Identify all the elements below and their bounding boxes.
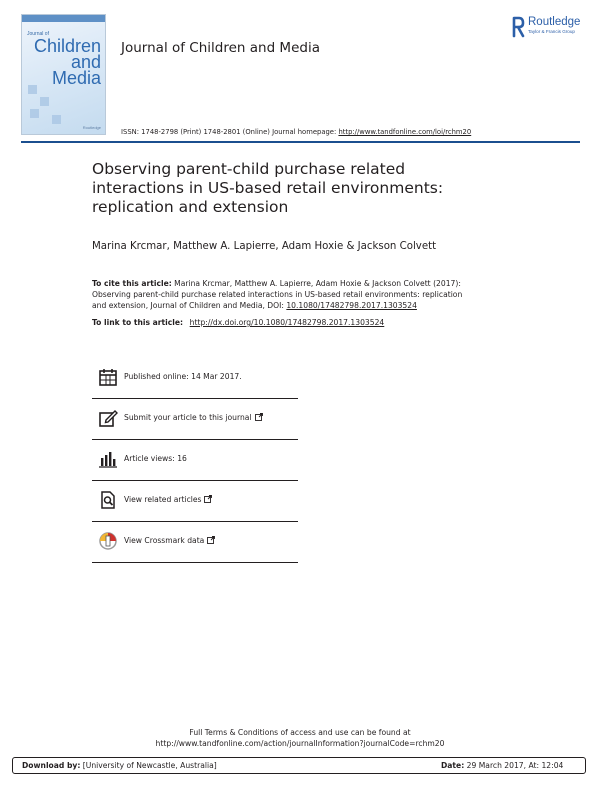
article-views: Article views: 16 bbox=[124, 454, 187, 463]
publisher-name: Routledge bbox=[528, 16, 581, 28]
cover-title: Children and Media bbox=[33, 36, 101, 88]
issn-line bbox=[121, 128, 471, 136]
terms-url[interactable]: http://www.tandfonline.com/action/journalInformation?journalCode=rchm20 bbox=[155, 739, 445, 748]
cover-publisher-logo: Routledge bbox=[82, 125, 101, 130]
calendar-icon bbox=[98, 367, 118, 387]
terms-footer bbox=[0, 727, 600, 749]
article-authors: Marina Krcmar, Matthew A. Lapierre, Adam Hoxie & Jackson Colvett bbox=[92, 241, 437, 252]
journal-title: Journal of Children and Media bbox=[121, 40, 320, 56]
article-doi-url[interactable]: http://dx.doi.org/10.1080/17482798.2017.1303524 bbox=[189, 318, 385, 327]
edit-icon bbox=[98, 408, 118, 428]
bar-chart-icon bbox=[98, 449, 118, 469]
cover-top-bar bbox=[22, 15, 105, 22]
cover-decoration bbox=[40, 97, 49, 106]
citation-line-1: Marina Krcmar, Matthew A. Lapierre, Adam Hoxie & Jackson Colvett (2017): bbox=[171, 279, 461, 288]
submit-article-link[interactable]: Submit your article to this journal bbox=[124, 413, 263, 422]
info-row-views bbox=[92, 440, 298, 481]
info-row-submit[interactable] bbox=[92, 399, 298, 440]
info-row-published bbox=[92, 358, 298, 399]
article-title: Observing parent-child purchase related interactions in US-based retail environments: replication and extension bbox=[92, 160, 444, 216]
doi-link[interactable]: 10.1080/17482798.2017.1303524 bbox=[286, 301, 417, 310]
citation-line-2: Observing parent-child purchase related interactions in US-based retail environments: replication bbox=[92, 290, 463, 299]
search-document-icon bbox=[98, 490, 118, 510]
link-label: To link to this article: bbox=[92, 318, 186, 327]
citation-line-3: and extension, Journal of Children and Media, DOI: bbox=[92, 301, 287, 310]
cover-decoration bbox=[30, 109, 39, 118]
issn-text: ISSN: 1748-2798 (Print) 1748-2801 (Online) Journal homepage: bbox=[121, 128, 339, 136]
citation-label: To cite this article: bbox=[92, 279, 172, 288]
cover-decoration bbox=[52, 115, 61, 124]
journal-homepage-link[interactable]: http://www.tandfonline.com/loi/rchm20 bbox=[338, 128, 472, 136]
journal-cover bbox=[21, 14, 106, 135]
header-divider bbox=[21, 141, 580, 143]
download-date: Date: 29 March 2017, At: 12:04 bbox=[441, 761, 564, 770]
related-articles-link[interactable]: View related articles bbox=[124, 495, 212, 504]
publisher-group: Taylor & Francis Group bbox=[528, 29, 575, 34]
terms-line-1: Full Terms & Conditions of access and use can be found at bbox=[189, 728, 411, 737]
cover-decoration bbox=[28, 85, 37, 94]
crossmark-icon bbox=[98, 531, 118, 551]
download-info-bar bbox=[12, 757, 586, 774]
published-date: Published online: 14 Mar 2017. bbox=[124, 372, 242, 381]
citation-block bbox=[92, 278, 512, 311]
external-link-icon bbox=[204, 495, 212, 503]
info-row-related[interactable] bbox=[92, 481, 298, 522]
article-link-line bbox=[92, 318, 384, 327]
external-link-icon bbox=[255, 413, 263, 421]
cover-subtitle: Journal of bbox=[27, 31, 49, 37]
info-row-crossmark[interactable] bbox=[92, 522, 298, 563]
crossmark-link[interactable]: View Crossmark data bbox=[124, 536, 215, 545]
article-info-list bbox=[92, 358, 298, 563]
external-link-icon bbox=[207, 536, 215, 544]
downloaded-by: Download by: [University of Newcastle, Australia] bbox=[22, 761, 217, 770]
routledge-r-icon bbox=[512, 16, 525, 38]
